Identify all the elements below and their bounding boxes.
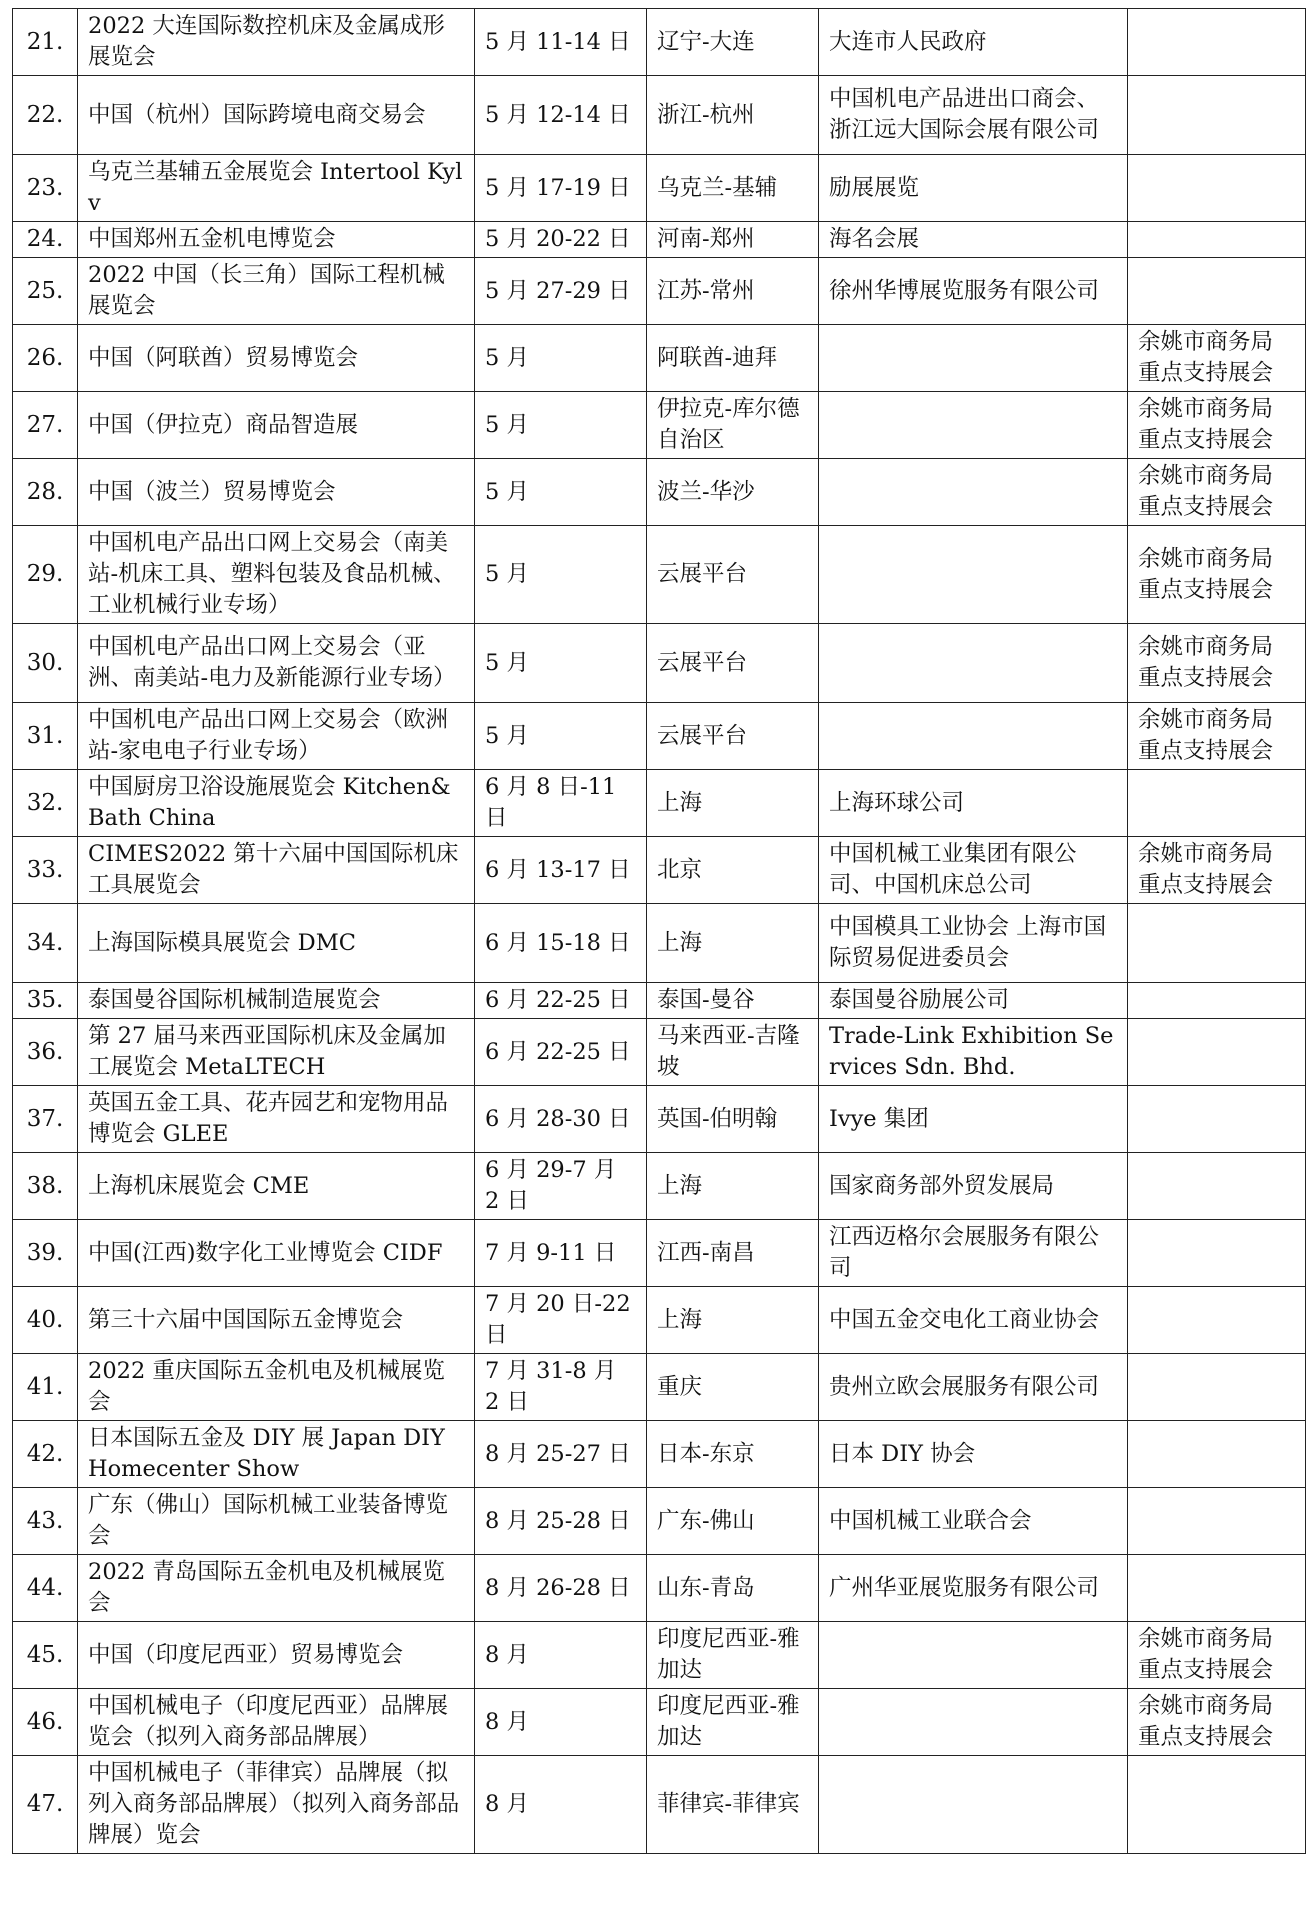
exhibition-note	[1128, 904, 1306, 983]
table-row	[13, 1689, 1306, 1756]
exhibition-location: 波兰-华沙	[647, 459, 819, 526]
exhibition-date: 8 月 26-28 日	[475, 1555, 647, 1622]
row-number: 30.	[13, 624, 78, 703]
exhibition-organizer: 国家商务部外贸发展局	[819, 1153, 1128, 1220]
exhibition-organizer: 中国机电产品进出口商会、浙江远大国际会展有限公司	[819, 76, 1128, 155]
exhibition-note	[1128, 155, 1306, 222]
exhibition-table	[12, 8, 1306, 1854]
exhibition-location: 上海	[647, 904, 819, 983]
row-number: 38.	[13, 1153, 78, 1220]
exhibition-name: 中国（阿联酋）贸易博览会	[78, 325, 475, 392]
table-row	[13, 1555, 1306, 1622]
row-number: 32.	[13, 770, 78, 837]
exhibition-organizer: 贵州立欧会展服务有限公司	[819, 1354, 1128, 1421]
exhibition-name: 上海国际模具展览会 DMC	[78, 904, 475, 983]
exhibition-date: 5 月	[475, 703, 647, 770]
table-row	[13, 1220, 1306, 1287]
exhibition-location: 上海	[647, 770, 819, 837]
exhibition-organizer: 中国模具工业协会 上海市国际贸易促进委员会	[819, 904, 1128, 983]
table-row	[13, 526, 1306, 624]
exhibition-organizer: 中国机械工业联合会	[819, 1488, 1128, 1555]
exhibition-date: 5 月 20-22 日	[475, 222, 647, 258]
exhibition-location: 马来西亚-吉隆坡	[647, 1019, 819, 1086]
row-number: 39.	[13, 1220, 78, 1287]
table-row	[13, 1622, 1306, 1689]
exhibition-date: 5 月	[475, 392, 647, 459]
exhibition-location: 泰国-曼谷	[647, 983, 819, 1019]
exhibition-name: 2022 中国（长三角）国际工程机械展览会	[78, 258, 475, 325]
exhibition-note	[1128, 1488, 1306, 1555]
exhibition-name: 中国(江西)数字化工业博览会 CIDF	[78, 1220, 475, 1287]
exhibition-date: 5 月 27-29 日	[475, 258, 647, 325]
exhibition-organizer: 励展展览	[819, 155, 1128, 222]
exhibition-name: 中国郑州五金机电博览会	[78, 222, 475, 258]
exhibition-note	[1128, 9, 1306, 76]
row-number: 33.	[13, 837, 78, 904]
table-row	[13, 459, 1306, 526]
row-number: 35.	[13, 983, 78, 1019]
exhibition-location: 河南-郑州	[647, 222, 819, 258]
exhibition-date: 8 月	[475, 1689, 647, 1756]
row-number: 29.	[13, 526, 78, 624]
exhibition-note	[1128, 1555, 1306, 1622]
exhibition-note	[1128, 222, 1306, 258]
exhibition-location: 菲律宾-菲律宾	[647, 1756, 819, 1854]
exhibition-date: 6 月 15-18 日	[475, 904, 647, 983]
exhibition-location: 浙江-杭州	[647, 76, 819, 155]
exhibition-location: 江苏-常州	[647, 258, 819, 325]
exhibition-note: 余姚市商务局重点支持展会	[1128, 703, 1306, 770]
exhibition-organizer	[819, 624, 1128, 703]
exhibition-location: 上海	[647, 1153, 819, 1220]
table-row	[13, 703, 1306, 770]
row-number: 43.	[13, 1488, 78, 1555]
exhibition-organizer: Trade-Link Exhibition Services Sdn. Bhd.	[819, 1019, 1128, 1086]
exhibition-date: 5 月	[475, 325, 647, 392]
exhibition-organizer	[819, 325, 1128, 392]
row-number: 45.	[13, 1622, 78, 1689]
table-row	[13, 1354, 1306, 1421]
exhibition-date: 5 月 17-19 日	[475, 155, 647, 222]
exhibition-location: 阿联酋-迪拜	[647, 325, 819, 392]
exhibition-date: 7 月 9-11 日	[475, 1220, 647, 1287]
table-row	[13, 1421, 1306, 1488]
row-number: 28.	[13, 459, 78, 526]
table-row	[13, 837, 1306, 904]
row-number: 22.	[13, 76, 78, 155]
exhibition-note	[1128, 76, 1306, 155]
exhibition-organizer: 徐州华博展览服务有限公司	[819, 258, 1128, 325]
table-row	[13, 1153, 1306, 1220]
exhibition-name: 乌克兰基辅五金展览会 Intertool Kylv	[78, 155, 475, 222]
exhibition-location: 江西-南昌	[647, 1220, 819, 1287]
exhibition-date: 6 月 22-25 日	[475, 983, 647, 1019]
table-row	[13, 1756, 1306, 1854]
exhibition-name: 中国机电产品出口网上交易会（欧洲站-家电电子行业专场）	[78, 703, 475, 770]
row-number: 26.	[13, 325, 78, 392]
exhibition-date: 5 月	[475, 624, 647, 703]
exhibition-date: 8 月 25-28 日	[475, 1488, 647, 1555]
exhibition-name: 2022 大连国际数控机床及金属成形展览会	[78, 9, 475, 76]
exhibition-location: 上海	[647, 1287, 819, 1354]
exhibition-organizer: 广州华亚展览服务有限公司	[819, 1555, 1128, 1622]
exhibition-organizer: 日本 DIY 协会	[819, 1421, 1128, 1488]
exhibition-note: 余姚市商务局重点支持展会	[1128, 1689, 1306, 1756]
table-row	[13, 624, 1306, 703]
exhibition-date: 6 月 13-17 日	[475, 837, 647, 904]
table-row	[13, 904, 1306, 983]
row-number: 21.	[13, 9, 78, 76]
exhibition-name: 中国厨房卫浴设施展览会 Kitchen&Bath China	[78, 770, 475, 837]
exhibition-name: 第三十六届中国国际五金博览会	[78, 1287, 475, 1354]
exhibition-date: 5 月	[475, 526, 647, 624]
exhibition-name: 2022 青岛国际五金机电及机械展览会	[78, 1555, 475, 1622]
exhibition-organizer	[819, 392, 1128, 459]
exhibition-name: 中国机电产品出口网上交易会（亚洲、南美站-电力及新能源行业专场）	[78, 624, 475, 703]
table-row	[13, 1086, 1306, 1153]
exhibition-note: 余姚市商务局重点支持展会	[1128, 837, 1306, 904]
exhibition-note	[1128, 770, 1306, 837]
table-row	[13, 770, 1306, 837]
exhibition-location: 北京	[647, 837, 819, 904]
exhibition-note	[1128, 1421, 1306, 1488]
exhibition-name: 广东（佛山）国际机械工业装备博览会	[78, 1488, 475, 1555]
table-row	[13, 1488, 1306, 1555]
table-row	[13, 392, 1306, 459]
exhibition-note	[1128, 1354, 1306, 1421]
exhibition-organizer: Ivye 集团	[819, 1086, 1128, 1153]
exhibition-name: 上海机床展览会 CME	[78, 1153, 475, 1220]
exhibition-note: 余姚市商务局重点支持展会	[1128, 459, 1306, 526]
exhibition-organizer	[819, 526, 1128, 624]
row-number: 31.	[13, 703, 78, 770]
exhibition-note: 余姚市商务局重点支持展会	[1128, 392, 1306, 459]
row-number: 47.	[13, 1756, 78, 1854]
table-row	[13, 1019, 1306, 1086]
exhibition-location: 云展平台	[647, 624, 819, 703]
exhibition-date: 5 月 11-14 日	[475, 9, 647, 76]
row-number: 40.	[13, 1287, 78, 1354]
exhibition-organizer: 中国机械工业集团有限公司、中国机床总公司	[819, 837, 1128, 904]
exhibition-organizer	[819, 1689, 1128, 1756]
row-number: 36.	[13, 1019, 78, 1086]
row-number: 46.	[13, 1689, 78, 1756]
exhibition-note: 余姚市商务局重点支持展会	[1128, 325, 1306, 392]
exhibition-name: 英国五金工具、花卉园艺和宠物用品博览会 GLEE	[78, 1086, 475, 1153]
exhibition-location: 印度尼西亚-雅加达	[647, 1689, 819, 1756]
exhibition-location: 辽宁-大连	[647, 9, 819, 76]
exhibition-organizer: 江西迈格尔会展服务有限公司	[819, 1220, 1128, 1287]
exhibition-location: 云展平台	[647, 526, 819, 624]
exhibition-name: 中国机械电子（菲律宾）品牌展（拟列入商务部品牌展）（拟列入商务部品牌展）览会	[78, 1756, 475, 1854]
exhibition-note: 余姚市商务局重点支持展会	[1128, 624, 1306, 703]
row-number: 37.	[13, 1086, 78, 1153]
row-number: 41.	[13, 1354, 78, 1421]
exhibition-date: 8 月 25-27 日	[475, 1421, 647, 1488]
table-row	[13, 258, 1306, 325]
exhibition-note	[1128, 1756, 1306, 1854]
table-row	[13, 325, 1306, 392]
row-number: 25.	[13, 258, 78, 325]
exhibition-note	[1128, 258, 1306, 325]
exhibition-name: 2022 重庆国际五金机电及机械展览会	[78, 1354, 475, 1421]
exhibition-location: 乌克兰-基辅	[647, 155, 819, 222]
exhibition-date: 7 月 31-8 月 2 日	[475, 1354, 647, 1421]
exhibition-organizer: 中国五金交电化工商业协会	[819, 1287, 1128, 1354]
row-number: 23.	[13, 155, 78, 222]
exhibition-date: 6 月 29-7 月 2 日	[475, 1153, 647, 1220]
table-row	[13, 9, 1306, 76]
exhibition-organizer: 泰国曼谷励展公司	[819, 983, 1128, 1019]
exhibition-location: 印度尼西亚-雅加达	[647, 1622, 819, 1689]
exhibition-name: 第 27 届马来西亚国际机床及金属加工展览会 MetaLTECH	[78, 1019, 475, 1086]
row-number: 27.	[13, 392, 78, 459]
exhibition-name: 中国机电产品出口网上交易会（南美站-机床工具、塑料包装及食品机械、工业机械行业专场）	[78, 526, 475, 624]
exhibition-date: 5 月 12-14 日	[475, 76, 647, 155]
exhibition-name: 泰国曼谷国际机械制造展览会	[78, 983, 475, 1019]
table-row	[13, 155, 1306, 222]
exhibition-name: 中国（伊拉克）商品智造展	[78, 392, 475, 459]
exhibition-location: 广东-佛山	[647, 1488, 819, 1555]
exhibition-date: 8 月	[475, 1622, 647, 1689]
exhibition-location: 英国-伯明翰	[647, 1086, 819, 1153]
row-number: 44.	[13, 1555, 78, 1622]
exhibition-organizer	[819, 1756, 1128, 1854]
exhibition-name: 日本国际五金及 DIY 展 Japan DIY Homecenter Show	[78, 1421, 475, 1488]
exhibition-location: 重庆	[647, 1354, 819, 1421]
exhibition-date: 7 月 20 日-22 日	[475, 1287, 647, 1354]
exhibition-note	[1128, 1287, 1306, 1354]
table-row	[13, 222, 1306, 258]
table-row	[13, 1287, 1306, 1354]
exhibition-note	[1128, 1019, 1306, 1086]
exhibition-note	[1128, 1220, 1306, 1287]
exhibition-date: 6 月 22-25 日	[475, 1019, 647, 1086]
row-number: 42.	[13, 1421, 78, 1488]
exhibition-location: 日本-东京	[647, 1421, 819, 1488]
exhibition-date: 5 月	[475, 459, 647, 526]
exhibition-organizer: 上海环球公司	[819, 770, 1128, 837]
exhibition-table-body	[13, 9, 1306, 1854]
exhibition-name: 中国（波兰）贸易博览会	[78, 459, 475, 526]
exhibition-date: 6 月 8 日-11 日	[475, 770, 647, 837]
exhibition-location: 山东-青岛	[647, 1555, 819, 1622]
table-row	[13, 983, 1306, 1019]
table-row	[13, 76, 1306, 155]
exhibition-organizer	[819, 1622, 1128, 1689]
row-number: 34.	[13, 904, 78, 983]
exhibition-organizer	[819, 459, 1128, 526]
exhibition-note: 余姚市商务局重点支持展会	[1128, 1622, 1306, 1689]
exhibition-name: 中国机械电子（印度尼西亚）品牌展览会（拟列入商务部品牌展）	[78, 1689, 475, 1756]
exhibition-name: 中国（杭州）国际跨境电商交易会	[78, 76, 475, 155]
exhibition-name: 中国（印度尼西亚）贸易博览会	[78, 1622, 475, 1689]
exhibition-location: 云展平台	[647, 703, 819, 770]
exhibition-name: CIMES2022 第十六届中国国际机床工具展览会	[78, 837, 475, 904]
exhibition-organizer: 海名会展	[819, 222, 1128, 258]
exhibition-organizer	[819, 703, 1128, 770]
exhibition-location: 伊拉克-库尔德自治区	[647, 392, 819, 459]
exhibition-date: 8 月	[475, 1756, 647, 1854]
exhibition-note	[1128, 1153, 1306, 1220]
row-number: 24.	[13, 222, 78, 258]
exhibition-note	[1128, 1086, 1306, 1153]
exhibition-note	[1128, 983, 1306, 1019]
exhibition-note: 余姚市商务局重点支持展会	[1128, 526, 1306, 624]
exhibition-date: 6 月 28-30 日	[475, 1086, 647, 1153]
exhibition-organizer: 大连市人民政府	[819, 9, 1128, 76]
